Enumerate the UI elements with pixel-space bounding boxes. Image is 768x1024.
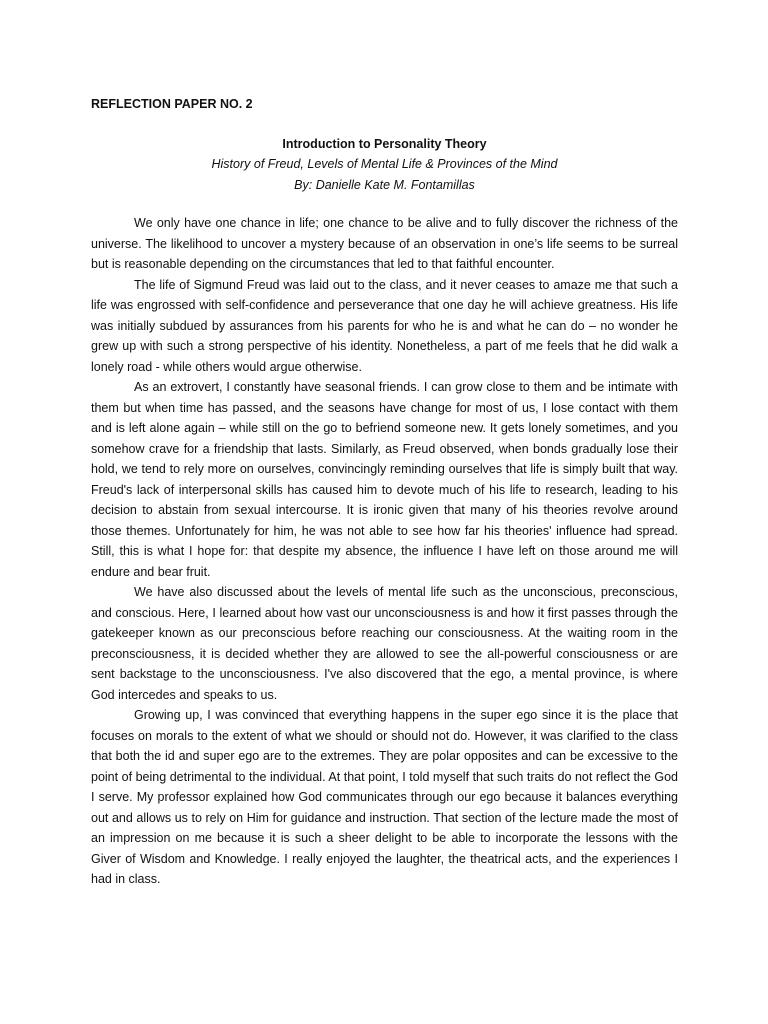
paragraph-5: Growing up, I was convinced that everything happens in the super ego since it is the place that focuses on morals to the extent of what we should or should not do. However, it was clarified to the class that both the id and super ego are to the extremes. They are polar opposites and can be excessive to the point of being detrimental to the individual. At that point, I told myself that such traits do not reflect the God I serve. My professor explained how God communicates through our ego because it balances everything out and allows us to rely on Him for guidance and instruction. That section of the lecture made the most of an impression on me because it is such a sheer delight to be able to incorporate the lessons with the Giver of Wisdom and Knowledge. I really enjoyed the laughter, the theatrical acts, and the experiences I had in class.: [91, 708, 678, 886]
paragraph-3: As an extrovert, I constantly have seasonal friends. I can grow close to them and be intimate with them but when time has passed, and the seasons have change for most of us, I lose contact with them and is left alone again – while still on the go to befriend someone new. It gets lonely sometimes, and you somehow crave for a friendship that lasts. Similarly, as Freud observed, when bonds gradually lose their hold, we tend to rely more on ourselves, convincingly reminding ourselves that life is simply built that way. Freud's lack of interpersonal skills has caused him to devote much of his life to research, leading to his decision to abstain from sexual intercourse. It is ironic given that many of his theories revolve around those themes. Unfortunately for him, he was not able to see how far his theories' influence had spread. Still, this is what I hope for: that despite my absence, the influence I have left on those around me will endure and bear fruit.: [91, 380, 678, 579]
paragraph-4: We have also discussed about the levels of mental life such as the unconscious, preconscious, and conscious. Here, I learned about how vast our unconsciousness is and how it first passes through the gatekeeper known as our preconscious before reaching our consciousness. At the waiting room in the preconsciousness, it is decided whether they are allowed to see the all-powerful consciousness or are sent backstage to the unconsciousness. I've also discovered that the ego, a mental province, is where God intercedes and speaks to us.: [91, 585, 678, 702]
document-body: [91, 94, 678, 890]
paper-label: REFLECTION PAPER NO. 2: [91, 97, 253, 111]
title-block: [91, 134, 678, 196]
document-title: Introduction to Personality Theory: [282, 136, 487, 151]
document-subtitle: History of Freud, Levels of Mental Life & Provinces of the Mind: [211, 157, 558, 171]
author-byline: By: Danielle Kate M. Fontamillas: [294, 177, 475, 192]
paragraph-2: The life of Sigmund Freud was laid out to the class, and it never ceases to amaze me that such a life was engrossed with self-confidence and perseverance that one day he will achieve greatness. His life was initially subdued by assurances from his parents for who he is and what he can do – no wonder he grew up with such a strong perspective of his identity. Nonetheless, a part of me feels that he did walk a lonely road - while others would argue otherwise.: [91, 277, 678, 374]
paragraph-1: We only have one chance in life; one chance to be alive and to fully discover the richness of the universe. The likelihood to uncover a mystery because of an observation in one’s life seems to be surreal but is reasonable depending on the circumstances that led to that faithful encounter.: [91, 216, 678, 271]
